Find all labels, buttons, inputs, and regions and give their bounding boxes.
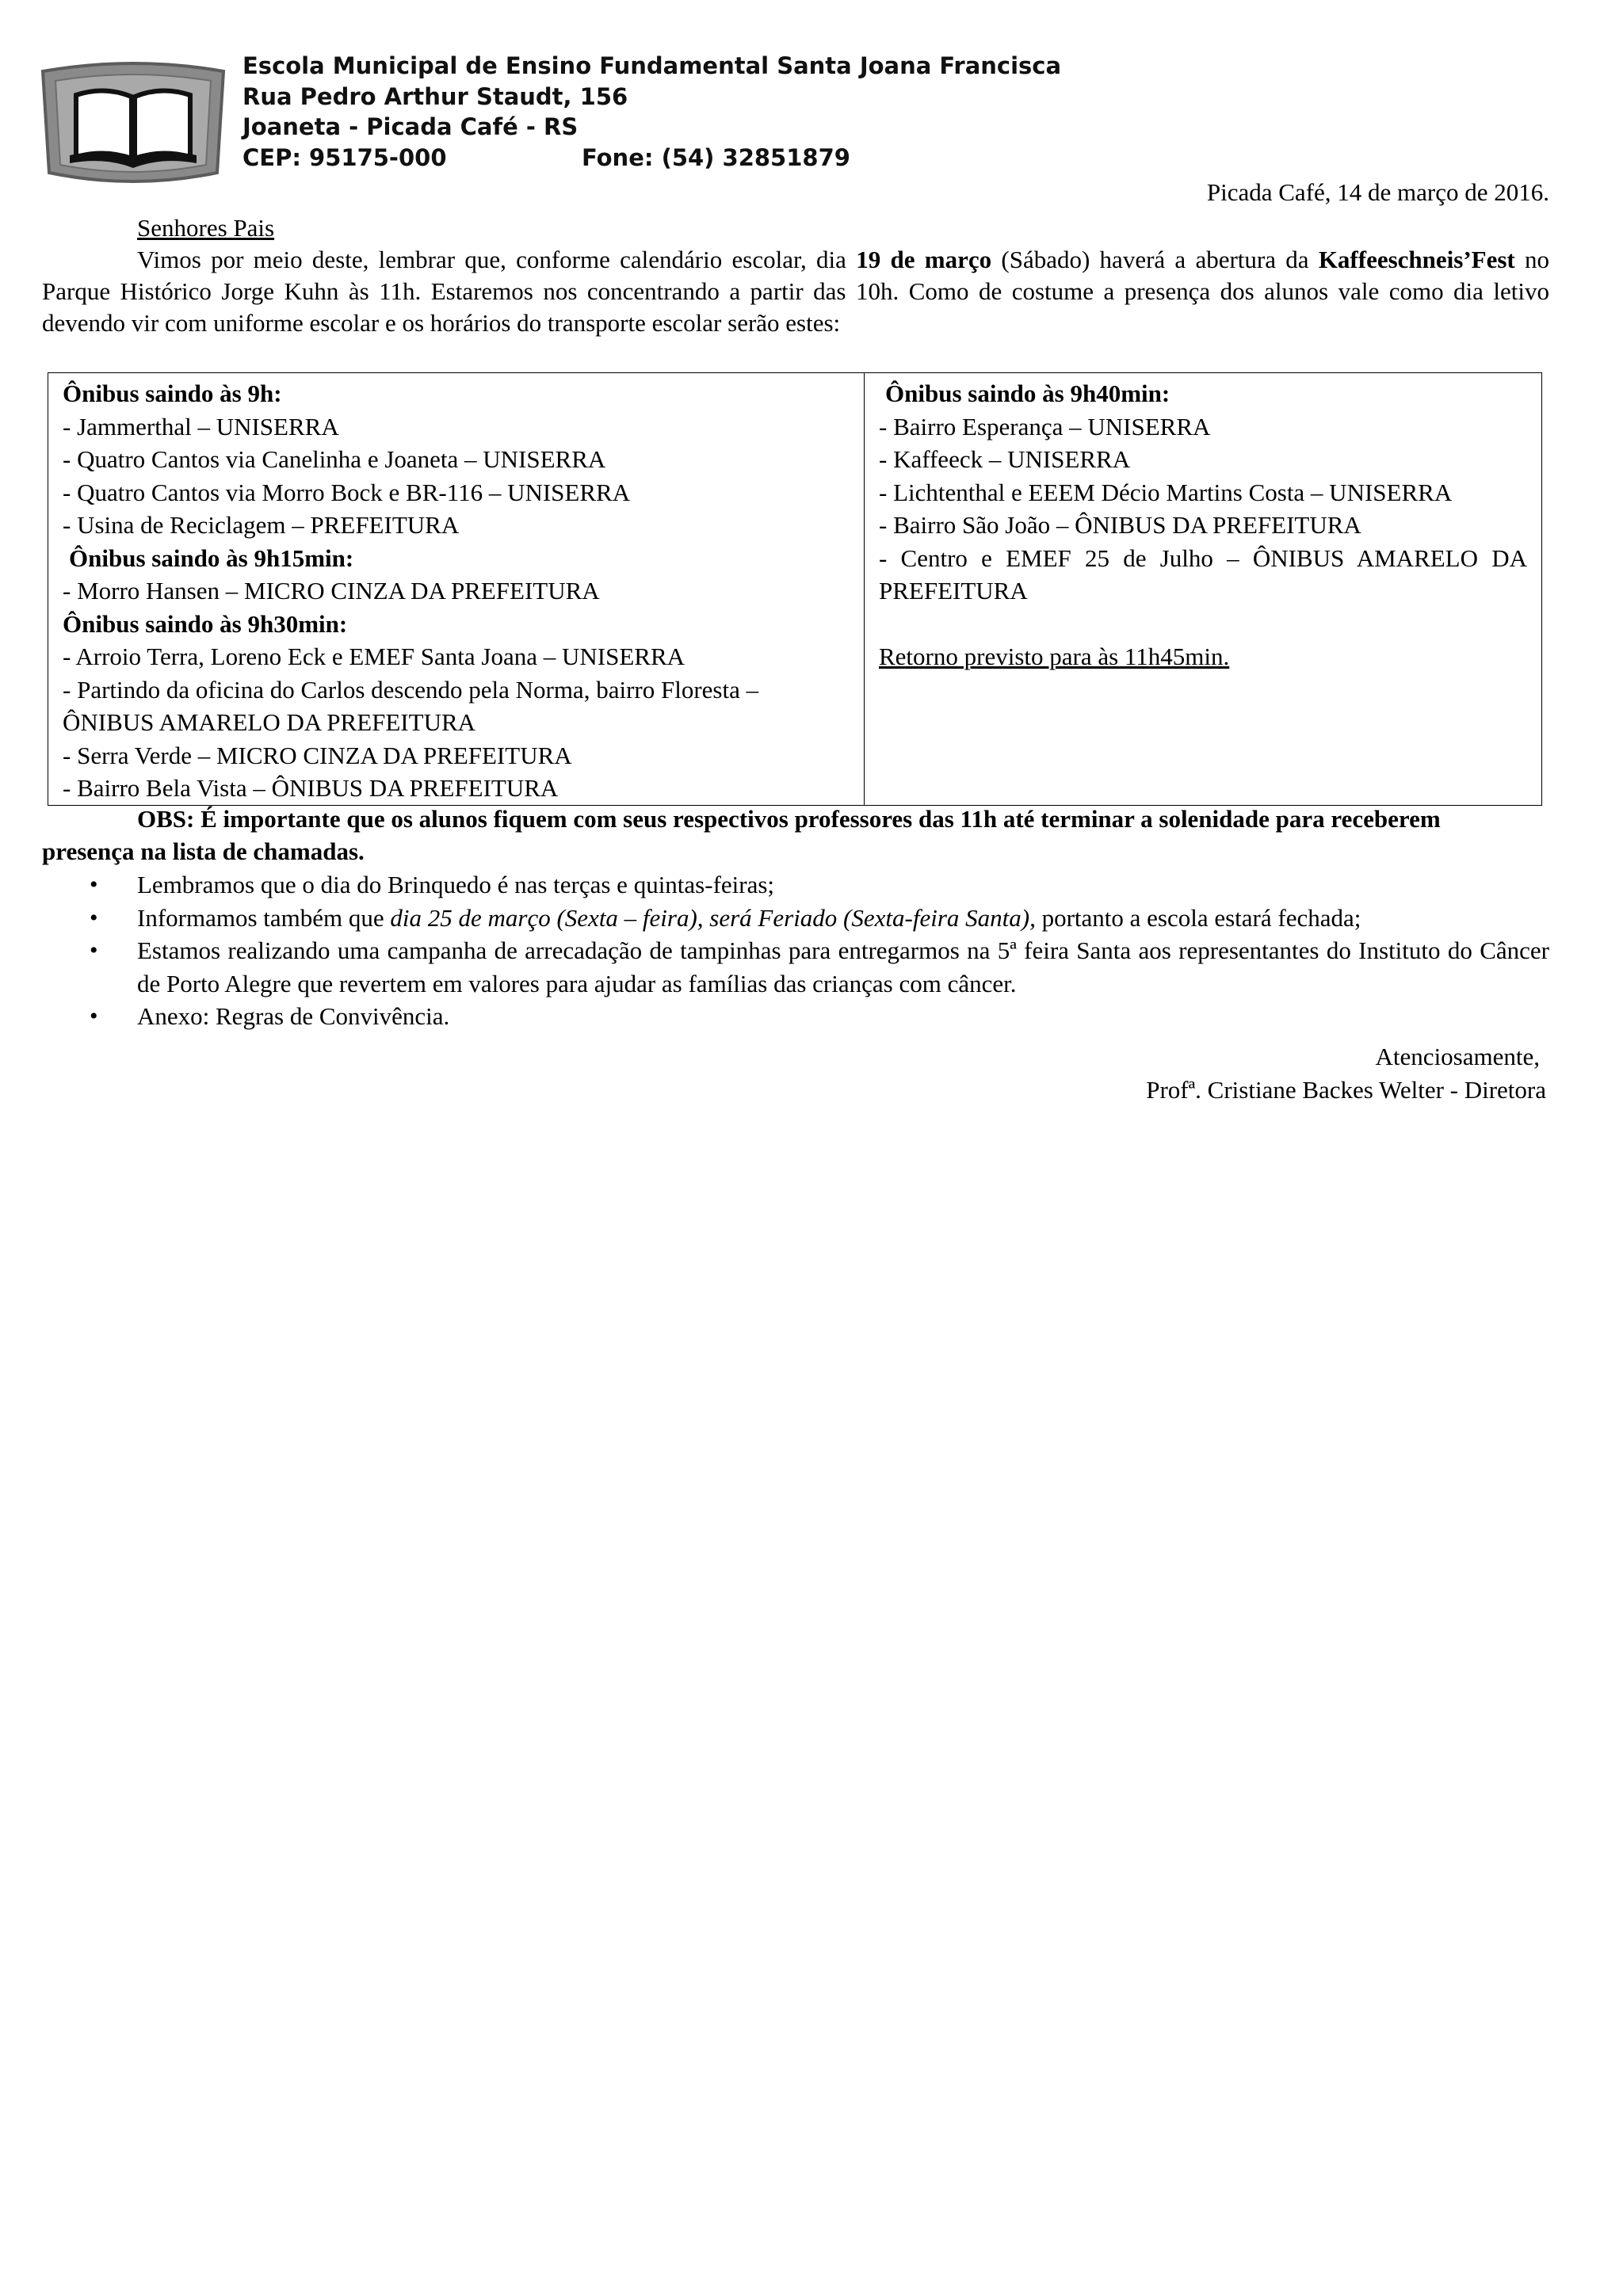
bullet-text: Estamos realizando uma campanha de arrecadação de tampinhas para entregarmos na 5ª feira Santa aos representantes do Instituto do Câncer de Porto Alegre que revertem em valores para ajudar as famílias das crianças com câncer.: [137, 936, 1549, 997]
bullet-icon: •: [90, 1003, 98, 1029]
bullet-text: portanto a escola estará fechada;: [1035, 903, 1361, 932]
route-item: - Kaffeeck – UNISERRA: [879, 445, 1131, 473]
route-item: - Quatro Cantos via Canelinha e Joaneta – UNISERRA: [63, 445, 606, 473]
list-item: [42, 902, 1549, 935]
intro-text-3: no Parque Histórico Jorge Kuhn às 11h. Estaremos nos concentrando a partir das 10h. Como de costume a presença dos alunos vale como dia letivo devendo vir com uniforme escolar e os horários do transporte escolar serão estes:: [42, 246, 1550, 337]
obs-text: OBS: É importante que os alunos fiquem com seus respectivos professores das 11h até terminar a solenidade para receberem presença na lista de chamadas.: [42, 805, 1441, 865]
greeting: Senhores Pais: [137, 214, 275, 242]
salutation: Atenciosamente,: [1375, 1043, 1540, 1070]
intro-paragraph: [42, 244, 1549, 339]
intro-text-2: (Sábado) haverá a abertura da: [991, 246, 1319, 273]
bullet-text: Informamos também que: [137, 903, 391, 932]
school-phone: Fone: (54) 32851879: [582, 143, 850, 171]
schedule-right-column: [865, 373, 1542, 806]
bullet-list: [42, 868, 1549, 1033]
bullet-icon: •: [90, 937, 98, 963]
spacer: [879, 608, 1527, 641]
route-item: - Jammerthal – UNISERRA: [63, 412, 339, 441]
letterhead: [38, 48, 1068, 190]
school-street: Rua Pedro Arthur Staudt, 156: [242, 82, 628, 110]
route-item: - Bairro Esperança – UNISERRA: [879, 412, 1211, 441]
school-city: Joaneta - Picada Café - RS: [242, 113, 579, 140]
route-item: - Lichtenthal e EEEM Décio Martins Costa – UNISERRA: [879, 478, 1453, 506]
bullet-text: Lembramos que o dia do Brinquedo é nas terças e quintas-feiras;: [137, 871, 775, 898]
intro-text-1: Vimos por meio deste, lembrar que, conforme calendário escolar, dia: [137, 246, 857, 273]
list-item: [42, 868, 1549, 902]
bullet-text: Anexo: Regras de Convivência.: [137, 1002, 450, 1030]
schedule-heading-9h15: Ônibus saindo às 9h15min:: [69, 543, 354, 572]
route-item: - Arroio Terra, Loreno Eck e EMEF Santa Joana – UNISERRA: [63, 643, 685, 670]
return-note: Retorno previsto para às 11h45min.: [879, 643, 1230, 670]
school-cep-phone-row: [242, 143, 1061, 174]
obs-note: [42, 803, 1467, 868]
route-item: - Bairro São João – ÔNIBUS DA PREFEITURA: [879, 511, 1361, 539]
bullet-icon: •: [90, 871, 98, 898]
route-item: - Serra Verde – MICRO CINZA DA PREFEITURA: [63, 741, 572, 769]
schedule-heading-9h40: Ônibus saindo às 9h40min:: [885, 379, 1170, 407]
route-item: - Quatro Cantos via Morro Bock e BR-116 – UNISERRA: [63, 478, 631, 506]
intro-event: Kaffeeschneis’Fest: [1318, 246, 1515, 273]
signature: Profª. Cristiane Backes Welter - Diretora: [1146, 1076, 1546, 1104]
open-book-icon: [38, 54, 228, 189]
letter-body: [42, 212, 1549, 339]
schedule-heading-9h: Ônibus saindo às 9h:: [63, 379, 282, 407]
intro-date: 19 de março: [856, 246, 992, 273]
school-cep: CEP: 95175-000: [242, 143, 447, 171]
list-item: [42, 1000, 1549, 1033]
bus-schedule-table: [48, 372, 1542, 806]
bullet-holiday: dia 25 de março (Sexta – feira), será Feriado (Sexta-feira Santa),: [390, 903, 1036, 932]
schedule-left-column: [48, 373, 865, 806]
route-item: - Usina de Reciclagem – PREFEITURA: [63, 511, 460, 539]
route-item: - Morro Hansen – MICRO CINZA DA PREFEITURA: [63, 577, 600, 605]
route-item: - Bairro Bela Vista – ÔNIBUS DA PREFEITURA: [63, 774, 559, 802]
table-row: [48, 373, 1542, 806]
school-info: [242, 51, 1061, 173]
schedule-heading-9h30: Ônibus saindo às 9h30min:: [63, 609, 348, 638]
school-name: Escola Municipal de Ensino Fundamental Santa Joana Francisca: [242, 52, 1062, 79]
list-item: [42, 934, 1549, 1000]
route-item: - Partindo da oficina do Carlos descendo pela Norma, bairro Floresta – ÔNIBUS AMARELO DA PREFEITURA: [63, 675, 759, 736]
letter-date: Picada Café, 14 de março de 2016.: [1206, 178, 1549, 206]
route-item: - Centro e EMEF 25 de Julho – ÔNIBUS AMARELO DA PREFEITURA: [879, 543, 1527, 605]
bullet-icon: •: [90, 904, 98, 931]
closing-block: [1146, 1040, 1546, 1107]
